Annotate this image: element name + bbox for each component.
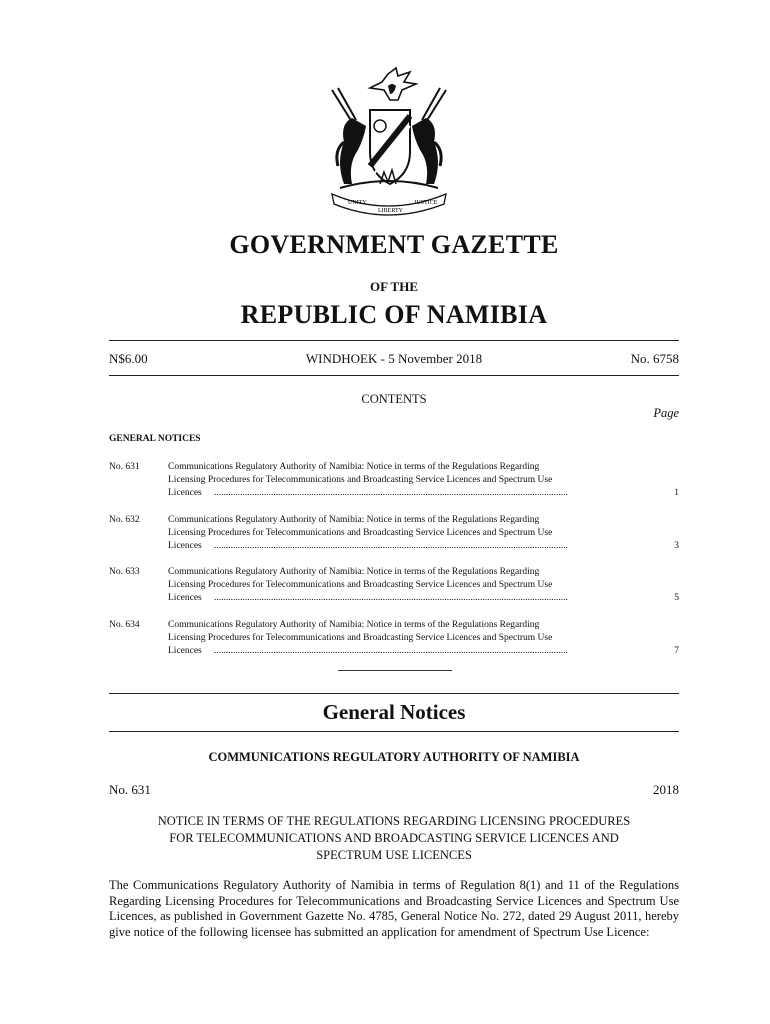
section-separator bbox=[338, 670, 452, 671]
entry-number: No. 633 bbox=[109, 567, 140, 577]
divider bbox=[109, 340, 679, 341]
entry-number: No. 634 bbox=[109, 620, 140, 630]
place-date: WINDHOEK - 5 November 2018 bbox=[305, 351, 483, 366]
entry-text-line: Licensing Procedures for Telecommunications and Broadcasting Service Licences and Spectrum Use bbox=[168, 633, 553, 643]
entry-text-line: Licences bbox=[168, 541, 202, 551]
entry-text-line: Licences bbox=[168, 488, 202, 498]
entry-text-line: Communications Regulatory Authority of Namibia: Notice in terms of the Regulations Regarding bbox=[168, 620, 540, 630]
leader-dots: ..................................................................................................................................................... bbox=[214, 541, 568, 551]
coat-of-arms-icon bbox=[318, 66, 460, 216]
general-notices-section-label: GENERAL NOTICES bbox=[109, 434, 201, 444]
entry-page: 3 bbox=[674, 541, 679, 551]
notice-body: The Communications Regulatory Authority of Namibia in terms of Regulation 8(1) and 11 of the Regulations Regarding Licensing Procedures for Telecommunications and Broadcasting Service Licences and Spectrum Use Licences, as published in Government Gazette No. 4785, General Notice No. 272, dated 29 August 2011, hereby give notice of the following licensee has submitted an application for amendment of Spectrum Use Licence: bbox=[109, 878, 679, 939]
gazette-title: GOVERNMENT GAZETTE bbox=[229, 230, 559, 259]
page-column-label: Page bbox=[653, 406, 679, 420]
entry-text-line: Licensing Procedures for Telecommunications and Broadcasting Service Licences and Spectrum Use bbox=[168, 528, 553, 538]
general-notices-title: General Notices bbox=[322, 700, 466, 724]
entry-page: 7 bbox=[674, 646, 679, 656]
price: N$6.00 bbox=[109, 351, 148, 366]
contents-heading: CONTENTS bbox=[361, 392, 427, 406]
notice-title-line: FOR TELECOMMUNICATIONS AND BROADCASTING SERVICE LICENCES AND bbox=[169, 831, 619, 845]
of-the-label: OF THE bbox=[369, 279, 419, 294]
notice-title bbox=[109, 813, 679, 864]
entry-text-line: Licensing Procedures for Telecommunications and Broadcasting Service Licences and Spectrum Use bbox=[168, 580, 553, 590]
notice-number: No. 631 bbox=[109, 782, 151, 797]
motto-liberty: LIBERTY bbox=[378, 208, 403, 214]
notice-year: 2018 bbox=[653, 782, 679, 797]
notice-title-line: NOTICE IN TERMS OF THE REGULATIONS REGARDING LICENSING PROCEDURES bbox=[157, 814, 631, 828]
authority-heading: COMMUNICATIONS REGULATORY AUTHORITY OF NAMIBIA bbox=[208, 750, 580, 764]
divider bbox=[109, 731, 679, 732]
entry-text-line: Licensing Procedures for Telecommunications and Broadcasting Service Licences and Spectrum Use bbox=[168, 475, 553, 485]
republic-title: REPUBLIC OF NAMIBIA bbox=[240, 300, 548, 329]
divider bbox=[109, 375, 679, 376]
entry-text-line: Communications Regulatory Authority of Namibia: Notice in terms of the Regulations Regarding bbox=[168, 567, 540, 577]
gazette-number: No. 6758 bbox=[630, 351, 679, 366]
entry-text-line: Licences bbox=[168, 593, 202, 603]
divider bbox=[109, 693, 679, 694]
entry-page: 5 bbox=[674, 593, 679, 603]
leader-dots: ..................................................................................................................................................... bbox=[214, 646, 568, 656]
motto-unity: UNITY bbox=[348, 200, 367, 206]
entry-text-line: Licences bbox=[168, 646, 202, 656]
entry-text-line: Communications Regulatory Authority of Namibia: Notice in terms of the Regulations Regarding bbox=[168, 462, 540, 472]
entry-text-line: Communications Regulatory Authority of Namibia: Notice in terms of the Regulations Regarding bbox=[168, 515, 540, 525]
motto-justice: JUSTICE bbox=[414, 200, 438, 206]
entry-page: 1 bbox=[674, 488, 679, 498]
entry-number: No. 631 bbox=[109, 462, 140, 472]
leader-dots: ..................................................................................................................................................... bbox=[214, 488, 568, 498]
entry-number: No. 632 bbox=[109, 515, 140, 525]
leader-dots: ..................................................................................................................................................... bbox=[214, 593, 568, 603]
notice-title-line: SPECTRUM USE LICENCES bbox=[316, 848, 472, 862]
